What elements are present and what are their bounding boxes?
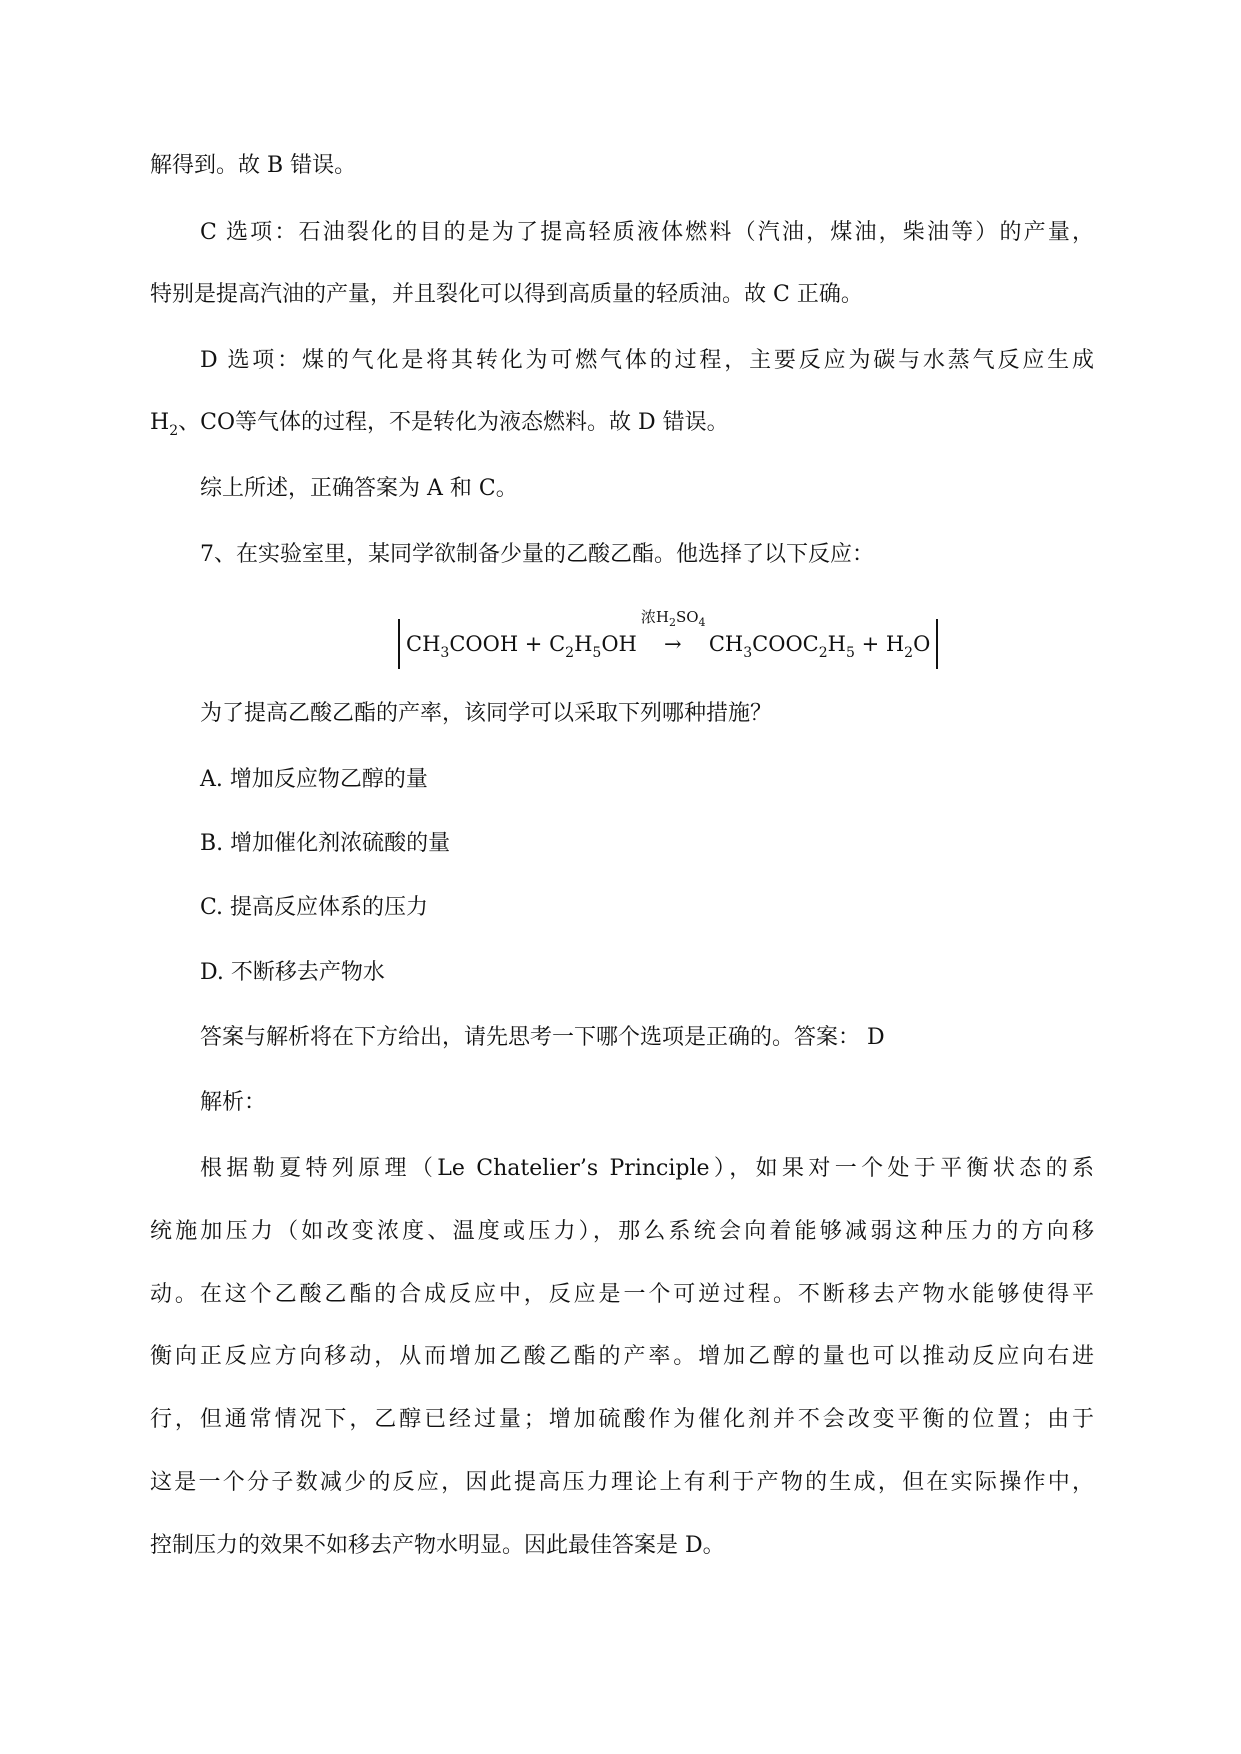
catalyst-label: 浓$H_2SO_4$ [640,608,706,629]
equation-body [400,608,936,661]
analysis-label: 解析： [200,1090,267,1115]
option-b: B. 增加催化剂浓硫酸的量 [200,831,451,856]
question-text: 为了提高乙酸乙酯的产率，该同学可以采取下列哪种措施？ [200,701,773,726]
analysis-line: 行，但通常情况下，乙醇已经过量；增加硫酸作为催化剂并不会改变平衡的位置；由于 [150,1407,1094,1432]
analysis-line: 动。在这个乙酸乙酯的合成反应中，反应是一个可逆过程。不断移去产物水能够使得平 [150,1282,1094,1307]
option-d-explanation-line2: $H_2$、CO等气体的过程，不是转化为液态燃料。故 D 错误。 [150,410,729,439]
reactant-acetic-acid-ethanol: $CH_3COOH + C_2H_5OH$ [406,632,637,661]
option-c: C. 提高反应体系的压力 [200,895,429,920]
option-c-explanation-line1: C 选项：石油裂化的目的是为了提高轻质液体燃料（汽油，煤油，柴油等）的产量， [200,220,1094,245]
option-c-explanation-line2: 特别是提高汽油的产量，并且裂化可以得到高质量的轻质油。故 C 正确。 [150,282,863,307]
analysis-line: 根据勒夏特列原理（Le Chatelier’s Principle），如果对一个处于平衡状态的系 [200,1156,1094,1181]
option-d: D. 不断移去产物水 [200,960,385,985]
reaction-arrow: 浓$H_2SO_4$ → [640,608,706,656]
analysis-line: 这是一个分子数减少的反应，因此提高压力理论上有利于产物的生成，但在实际操作中， [150,1470,1094,1495]
analysis-line: 控制压力的效果不如移去产物水明显。因此最佳答案是 D。 [150,1533,725,1558]
option-d-explanation-line1: D 选项：煤的气化是将其转化为可燃气体的过程，主要反应为碳与水蒸气反应生成 [200,348,1094,373]
reaction-equation [398,608,931,670]
answer-line: 答案与解析将在下方给出，请先思考一下哪个选项是正确的。答案： D [200,1025,885,1050]
product-ethyl-acetate-water: $CH_3COOC_2H_5 + H_2O$ [708,632,931,661]
question-7-intro: 7、在实验室里，某同学欲制备少量的乙酸乙酯。他选择了以下反应： [200,542,874,567]
right-bracket [936,619,938,669]
analysis-line: 统施加压力（如改变浓度、温度或压力），那么系统会向着能够减弱这种压力的方向移 [150,1219,1094,1244]
summary-line: 综上所述，正确答案为 A 和 C。 [200,476,518,501]
paragraph-b-conclusion: 解得到。故 B 错误。 [150,153,357,178]
analysis-line: 衡向正反应方向移动，从而增加乙酸乙酯的产率。增加乙醇的量也可以推动反应向右进 [150,1344,1094,1369]
option-a: A. 增加反应物乙醇的量 [200,767,428,792]
